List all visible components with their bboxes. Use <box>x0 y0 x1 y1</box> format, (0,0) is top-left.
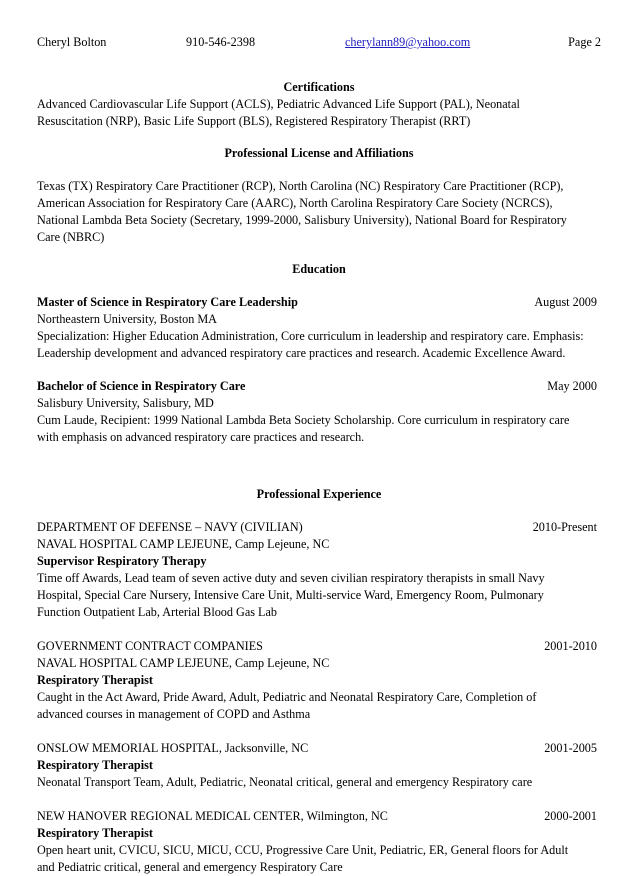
education-entry <box>37 294 597 362</box>
education-entry-header <box>37 378 597 395</box>
job-location: NAVAL HOSPITAL CAMP LEJEUNE, Camp Lejeune, NC <box>37 656 330 670</box>
license-line: Care (NBRC) <box>37 230 105 244</box>
education-heading: Education <box>292 262 346 276</box>
header-name: Cheryl Bolton <box>37 35 107 49</box>
certifications-line: Resuscitation (NRP), Basic Life Support (BLS), Registered Respiratory Therapist (RRT) <box>37 114 471 128</box>
job-role: Respiratory Therapist <box>37 673 153 687</box>
job-entry-header <box>37 519 597 536</box>
certifications-heading: Certifications <box>283 80 355 94</box>
job-detail: advanced courses in management of COPD and Asthma <box>37 707 311 721</box>
job-role: Supervisor Respiratory Therapy <box>37 554 207 568</box>
job-detail: Function Outpatient Lab, Arterial Blood Gas Lab <box>37 605 277 619</box>
license-line: Texas (TX) Respiratory Care Practitioner (RCP), North Carolina (NC) Respiratory Care Practitioner (RCP), <box>37 179 564 193</box>
education-detail: Leadership development and advanced respiratory care practices and research. Academic Excellence Award. <box>37 346 566 360</box>
job-role: Respiratory Therapist <box>37 826 153 840</box>
experience-heading: Professional Experience <box>256 487 382 501</box>
degree-title: Master of Science in Respiratory Care Leadership <box>37 295 298 309</box>
education-entry <box>37 378 597 446</box>
certifications-body <box>37 96 597 130</box>
job-role: Respiratory Therapist <box>37 758 153 772</box>
job-dates: 2000-2001 <box>544 809 597 823</box>
job-detail: Caught in the Act Award, Pride Award, Adult, Pediatric and Neonatal Respiratory Care, Completion of <box>37 690 537 704</box>
employer-name: GOVERNMENT CONTRACT COMPANIES <box>37 639 263 653</box>
degree-date: August 2009 <box>534 295 597 309</box>
employer-name: NEW HANOVER REGIONAL MEDICAL CENTER, Wilmington, NC <box>37 809 388 823</box>
license-body <box>37 178 597 246</box>
job-detail: Neonatal Transport Team, Adult, Pediatric, Neonatal critical, general and emergency Respiratory care <box>37 775 533 789</box>
job-location: NAVAL HOSPITAL CAMP LEJEUNE, Camp Lejeune, NC <box>37 537 330 551</box>
job-detail: Time off Awards, Lead team of seven active duty and seven civilian respiratory therapists in small Navy <box>37 571 545 585</box>
job-entry-header <box>37 740 597 757</box>
job-entry <box>37 740 597 791</box>
resume-page <box>37 34 601 876</box>
header-page-number: Page 2 <box>568 35 601 49</box>
certifications-line: Advanced Cardiovascular Life Support (ACLS), Pediatric Advanced Life Support (PAL), Neonatal <box>37 97 520 111</box>
education-entry-header <box>37 294 597 311</box>
header-email-link[interactable]: cherylann89@yahoo.com <box>345 35 471 49</box>
license-line: American Association for Respiratory Care (AARC), North Carolina Respiratory Care Society (NCRCS), <box>37 196 553 210</box>
school-name: Northeastern University, Boston MA <box>37 312 217 326</box>
job-detail: and Pediatric critical, general and emergency Respiratory Care <box>37 860 343 874</box>
job-dates: 2010-Present <box>532 520 597 534</box>
license-heading: Professional License and Affiliations <box>224 146 414 160</box>
degree-title: Bachelor of Science in Respiratory Care <box>37 379 246 393</box>
job-dates: 2001-2010 <box>544 639 597 653</box>
job-entry <box>37 808 597 876</box>
job-detail: Hospital, Special Care Nursery, Intensive Care Unit, Multi-service Ward, Emergency Room, Pulmonary <box>37 588 544 602</box>
license-line: National Lambda Beta Society (Secretary, 1999-2000, Salisbury University), National Board for Respiratory <box>37 213 567 227</box>
job-detail: Open heart unit, CVICU, SICU, MICU, CCU, Progressive Care Unit, Pediatric, ER, General floors for Adult <box>37 843 569 857</box>
employer-name: ONSLOW MEMORIAL HOSPITAL, Jacksonville, NC <box>37 741 309 755</box>
job-entry <box>37 519 597 621</box>
employer-name: DEPARTMENT OF DEFENSE – NAVY (CIVILIAN) <box>37 520 303 534</box>
education-detail: with emphasis on advanced respiratory care practices and research. <box>37 430 365 444</box>
job-entry-header <box>37 638 597 655</box>
job-entry <box>37 638 597 723</box>
job-dates: 2001-2005 <box>544 741 597 755</box>
job-entry-header <box>37 808 597 825</box>
page-header <box>37 34 601 51</box>
education-detail: Cum Laude, Recipient: 1999 National Lambda Beta Society Scholarship. Core curriculum in respiratory care <box>37 413 570 427</box>
degree-date: May 2000 <box>547 379 597 393</box>
school-name: Salisbury University, Salisbury, MD <box>37 396 214 410</box>
header-phone: 910-546-2398 <box>186 35 256 49</box>
education-detail: Specialization: Higher Education Administration, Core curriculum in leadership and respiratory care. Emphasis: <box>37 329 584 343</box>
